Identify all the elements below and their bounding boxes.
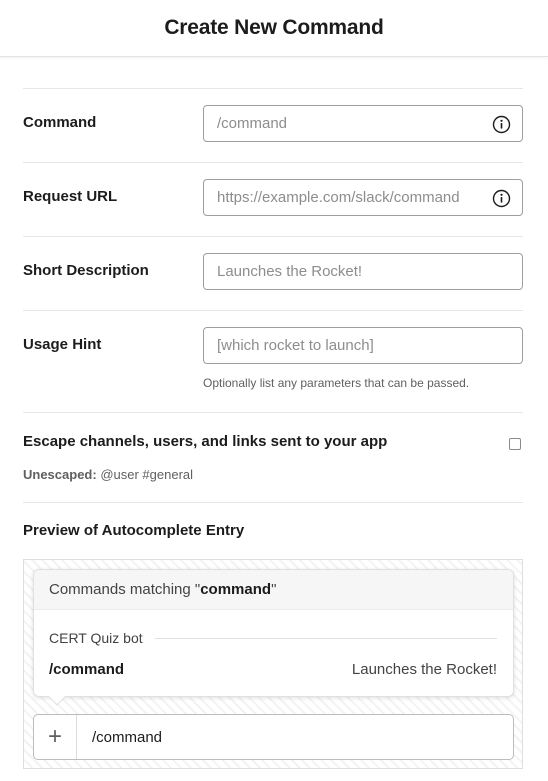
- short-description-label: Short Description: [23, 262, 149, 279]
- popup-prefix: Commands matching ": [49, 581, 201, 598]
- divider: [23, 88, 523, 89]
- command-input[interactable]: [203, 105, 523, 142]
- popup-suffix: ": [271, 581, 277, 598]
- divider: [23, 310, 523, 311]
- popup-query: command: [200, 581, 272, 598]
- bot-name: CERT Quiz bot: [49, 630, 143, 646]
- bot-group-header: [49, 630, 497, 646]
- autocomplete-entry[interactable]: [49, 661, 497, 678]
- usage-hint-help: Optionally list any parameters that can be passed.: [203, 376, 470, 390]
- divider: [23, 162, 523, 163]
- usage-hint-input[interactable]: [203, 327, 523, 364]
- message-composer[interactable]: [33, 714, 514, 760]
- modal-header: [0, 0, 548, 57]
- preview-title: Preview of Autocomplete Entry: [23, 522, 245, 539]
- short-description-placeholder: Launches the Rocket!: [217, 263, 363, 280]
- request-url-placeholder: https://example.com/slack/command: [217, 189, 460, 206]
- short-description-input[interactable]: [203, 253, 523, 290]
- divider: [23, 236, 523, 237]
- escape-label: Escape channels, users, and links sent to your app: [23, 433, 388, 450]
- escape-checkbox[interactable]: [509, 438, 521, 450]
- unescaped-value: @user #general: [100, 467, 194, 482]
- usage-hint-label: Usage Hint: [23, 336, 102, 353]
- request-url-label: Request URL: [23, 188, 118, 205]
- command-label: Command: [23, 114, 97, 131]
- popup-header: [34, 570, 513, 610]
- entry-command: /command: [49, 661, 125, 678]
- request-url-input[interactable]: [203, 179, 523, 216]
- plus-icon[interactable]: +: [34, 715, 77, 759]
- autocomplete-popup: [33, 569, 514, 697]
- unescaped-label: Unescaped:: [23, 467, 97, 482]
- unescaped-example: [23, 467, 193, 482]
- page-title: Create New Command: [164, 16, 384, 39]
- entry-description: Launches the Rocket!: [351, 661, 497, 678]
- usage-hint-placeholder: [which rocket to launch]: [217, 337, 374, 354]
- bot-divider: [155, 638, 497, 639]
- command-placeholder: /command: [217, 115, 288, 132]
- divider: [23, 502, 523, 503]
- composer-text: /command: [92, 728, 163, 746]
- info-icon[interactable]: [492, 115, 511, 134]
- info-icon[interactable]: [492, 189, 511, 208]
- divider: [23, 412, 523, 413]
